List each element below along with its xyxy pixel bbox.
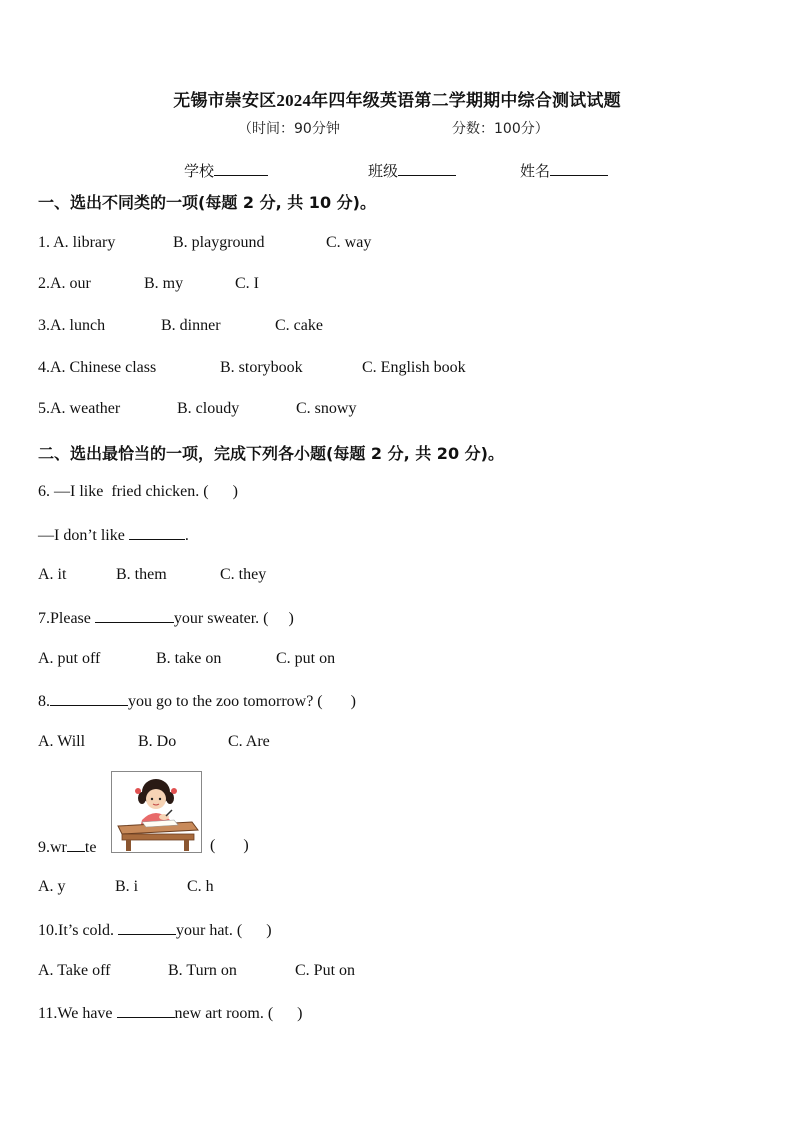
q6-option-c: C. they: [220, 566, 267, 583]
q6-option-b: B. them: [116, 566, 167, 583]
class-label: 班级: [368, 162, 399, 180]
q7-blank: [95, 608, 174, 623]
q7-stem: [38, 608, 294, 628]
page-title: 无锡市崇安区2024年四年级英语第二学期期中综合测试试题: [173, 91, 621, 110]
q2-option-b: B. my: [144, 275, 184, 292]
q5-option-a: 5.A. weather: [38, 400, 121, 417]
q6-line1: 6. —I like fried chicken. ( ): [38, 483, 238, 500]
q11-stem: [38, 1003, 303, 1023]
school-blank: [214, 161, 268, 176]
q4-option-b: B. storybook: [220, 359, 303, 376]
q6-line2-text: —I don’t like: [38, 527, 129, 544]
q8-stem: [38, 691, 356, 711]
q6-line2: [38, 525, 189, 545]
q5-option-c: C. snowy: [296, 400, 357, 417]
q10-stem: [38, 920, 272, 940]
q7-stem-end: your sweater. ( ): [173, 610, 294, 627]
q4-option-c: C. English book: [362, 359, 466, 376]
q8-blank: [50, 691, 128, 706]
q1-option-c: C. way: [326, 234, 372, 251]
q9-blank: [67, 837, 85, 852]
q10-option-a: A. Take off: [38, 962, 111, 979]
school-field: [184, 160, 268, 181]
girl-writing-illustration: [112, 772, 201, 852]
q1-option-a: 1. A. library: [38, 234, 116, 251]
q7-option-b: B. take on: [156, 650, 222, 667]
name-label: 姓名: [520, 162, 551, 180]
school-label: 学校: [184, 162, 215, 180]
q9-option-b: B. i: [115, 878, 139, 895]
q9-stem-start: 9.wr: [38, 839, 67, 856]
section2-heading: 二、选出最恰当的一项，完成下列各小题(每题 2 分, 共 20 分)。: [38, 444, 504, 463]
q1-option-b: B. playground: [173, 234, 265, 251]
q2-option-a: 2.A. our: [38, 275, 91, 292]
q6-option-a: A. it: [38, 566, 67, 583]
q8-stem-end: you go to the zoo tomorrow? ( ): [128, 693, 356, 710]
q9-stem: [38, 837, 96, 857]
q3-option-b: B. dinner: [161, 317, 221, 334]
q3-option-a: 3.A. lunch: [38, 317, 106, 334]
q10-stem-start: 10.It’s cold.: [38, 922, 118, 939]
class-field: [368, 160, 456, 181]
section1-heading: 一、选出不同类的一项(每题 2 分, 共 10 分)。: [38, 193, 376, 212]
q9-option-c: C. h: [187, 878, 214, 895]
q10-option-b: B. Turn on: [168, 962, 237, 979]
q8-stem-start: 8.: [38, 693, 50, 710]
q2-option-c: C. I: [235, 275, 259, 292]
q8-option-c: C. Are: [228, 733, 270, 750]
q4-option-a: 4.A. Chinese class: [38, 359, 157, 376]
q10-option-c: C. Put on: [295, 962, 356, 979]
q5-option-b: B. cloudy: [177, 400, 240, 417]
q11-stem-start: 11.We have: [38, 1005, 117, 1022]
girl-writing-picture: [111, 771, 202, 853]
q9-option-a: A. y: [38, 878, 66, 895]
q7-stem-start: 7.Please: [38, 610, 95, 627]
q11-stem-end: new art room. ( ): [174, 1005, 303, 1022]
q6-line2-end: .: [184, 527, 189, 544]
q7-option-a: A. put off: [38, 650, 101, 667]
q7-option-c: C. put on: [276, 650, 336, 667]
q9-answer-paren: ( ): [210, 837, 249, 854]
q9-stem-end: te: [84, 839, 97, 856]
q6-blank: [129, 525, 185, 540]
q10-stem-end: your hat. ( ): [176, 922, 272, 939]
class-blank: [398, 161, 456, 176]
name-blank: [550, 161, 608, 176]
name-field: [520, 160, 608, 181]
q10-blank: [118, 920, 176, 935]
q3-option-c: C. cake: [275, 317, 323, 334]
q8-option-a: A. Will: [38, 733, 86, 750]
q11-blank: [117, 1003, 175, 1018]
score-info: 分数：100分）: [452, 121, 549, 137]
time-info: （时间：90分钟: [238, 121, 340, 137]
q8-option-b: B. Do: [138, 733, 177, 750]
